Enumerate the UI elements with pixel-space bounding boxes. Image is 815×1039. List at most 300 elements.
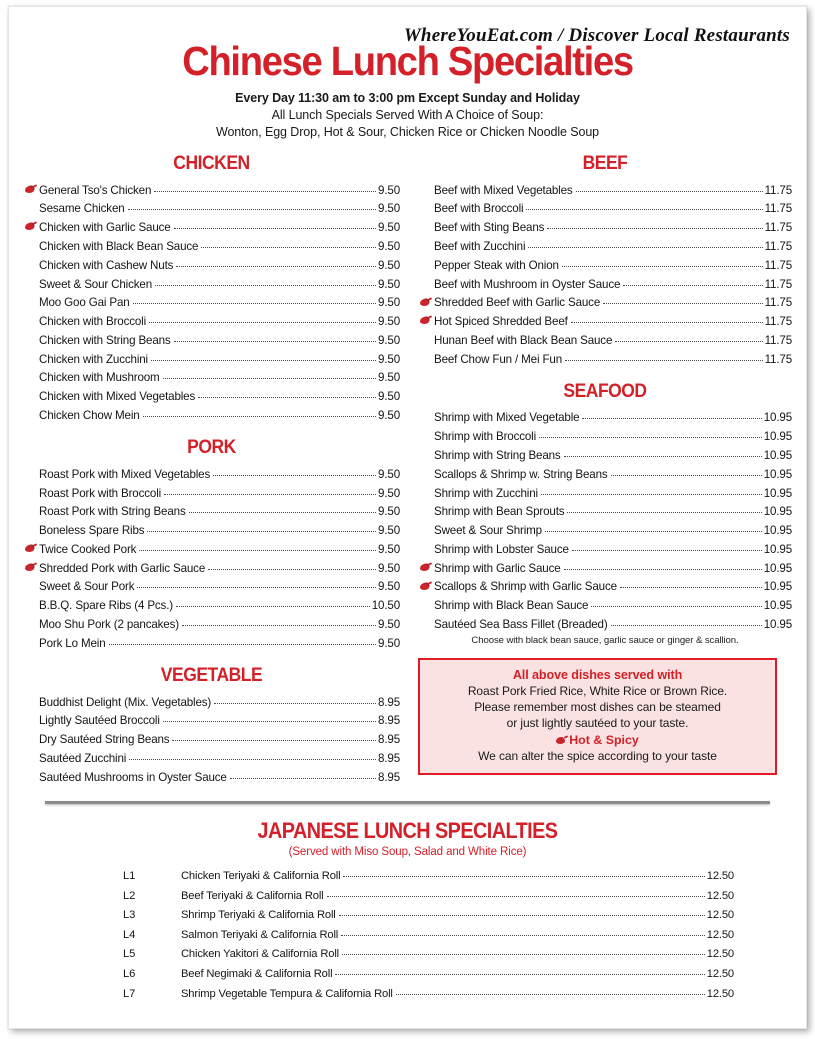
menu-item-row[interactable] xyxy=(418,578,792,597)
menu-item-price: 11.75 xyxy=(764,315,792,329)
leader-dots xyxy=(547,228,762,229)
japanese-item-code: L7 xyxy=(123,987,136,1000)
menu-item-name: Shrimp with String Beans xyxy=(434,448,561,462)
menu-item-price: 9.50 xyxy=(378,221,400,235)
menu-item-name: Chicken with Zucchini xyxy=(39,352,148,366)
notice-line-2: Please remember most dishes can be steamed xyxy=(474,700,721,715)
chili-pepper-glyph xyxy=(420,317,429,324)
section-heading-vegetable: VEGETABLE xyxy=(160,664,263,686)
spicy-slot-empty xyxy=(418,601,434,612)
menu-item-row[interactable] xyxy=(23,181,400,200)
spicy-slot-empty xyxy=(23,697,39,708)
spicy-slot-empty xyxy=(418,544,434,555)
menu-item-row[interactable] xyxy=(23,578,400,597)
section-heading-pork: PORK xyxy=(187,437,236,459)
menu-item-name: Shrimp with Broccoli xyxy=(434,430,537,444)
japanese-section xyxy=(23,818,792,1004)
menu-item-price: 10.50 xyxy=(371,599,400,613)
menu-item-name: Boneless Spare Ribs xyxy=(39,524,145,538)
menu-item-price: 9.50 xyxy=(378,580,400,594)
menu-item-price: 9.50 xyxy=(378,277,400,291)
menu-item-price: 8.95 xyxy=(378,695,400,709)
section-heading-seafood: SEAFOOD xyxy=(563,380,647,402)
menu-item-name: Beef with Mixed Vegetables xyxy=(434,183,573,197)
menu-item-row[interactable] xyxy=(418,484,792,503)
menu-item-name: Dry Sautéed String Beans xyxy=(39,733,170,747)
leader-dots xyxy=(147,531,376,532)
leader-dots xyxy=(109,644,377,645)
menu-item-row[interactable] xyxy=(23,615,400,634)
menu-item-row[interactable] xyxy=(23,331,400,350)
chili-pepper-glyph xyxy=(420,564,429,571)
japanese-item-code: L5 xyxy=(123,948,136,961)
leader-dots xyxy=(129,759,376,760)
menu-item-row[interactable] xyxy=(418,522,792,541)
menu-columns xyxy=(23,153,792,787)
japanese-item-price: 12.50 xyxy=(706,909,734,922)
leader-dots xyxy=(139,550,376,551)
leader-dots xyxy=(396,994,705,995)
right-column xyxy=(408,153,792,775)
menu-list-vegetable xyxy=(23,693,400,787)
spicy-slot-empty xyxy=(418,488,434,499)
spicy-slot-empty xyxy=(418,450,434,461)
spicy-slot-empty xyxy=(23,391,39,402)
menu-item-name: Moo Goo Gai Pan xyxy=(39,296,130,310)
menu-item-name: Beef Chow Fun / Mei Fun xyxy=(434,352,563,366)
leader-dots xyxy=(230,778,376,779)
leader-dots xyxy=(603,303,762,304)
japanese-item-row[interactable] xyxy=(123,886,734,906)
japanese-item-row[interactable] xyxy=(123,945,734,965)
spicy-slot-empty xyxy=(23,734,39,745)
chili-pepper-glyph xyxy=(25,545,34,552)
leader-dots xyxy=(137,587,376,588)
spicy-slot-empty xyxy=(23,772,39,783)
menu-item-price: 10.95 xyxy=(763,411,792,425)
japanese-item-row[interactable] xyxy=(123,984,734,1004)
menu-item-name: Chicken with Garlic Sauce xyxy=(39,221,171,235)
spicy-slot-empty xyxy=(23,335,39,346)
soup-choice-line: All Lunch Specials Served With A Choice of Soup: xyxy=(271,108,544,122)
watermark-text: WhereYouEat.com / Discover Local Restaurants xyxy=(403,25,790,46)
leader-dots xyxy=(198,397,376,398)
spicy-slot-empty xyxy=(23,619,39,630)
spicy-slot-empty xyxy=(23,373,39,384)
menu-item-row[interactable] xyxy=(23,312,400,331)
menu-item-price: 11.75 xyxy=(764,183,792,197)
leader-dots xyxy=(163,378,376,379)
spicy-slot-empty xyxy=(23,582,39,593)
japanese-item-code: L4 xyxy=(123,928,136,941)
menu-item-price: 11.75 xyxy=(764,202,792,216)
menu-item-price: 9.50 xyxy=(378,183,400,197)
hot-and-spicy-label: Hot & Spicy xyxy=(569,733,639,748)
menu-item-row[interactable] xyxy=(23,522,400,541)
japanese-item-name: Beef Negimaki & California Roll xyxy=(181,967,333,980)
menu-item-name: Twice Cooked Pork xyxy=(39,542,137,556)
chili-pepper-glyph xyxy=(25,186,34,193)
chili-pepper-icon xyxy=(23,185,39,196)
menu-item-name: Shredded Pork with Garlic Sauce xyxy=(39,561,206,575)
japanese-item-code: L1 xyxy=(123,870,136,883)
leader-dots xyxy=(582,418,761,419)
leader-dots xyxy=(214,703,376,704)
leader-dots xyxy=(174,341,376,342)
chili-pepper-glyph xyxy=(25,564,34,571)
page-title: Chinese Lunch Specialties xyxy=(182,38,633,84)
chili-pepper-icon xyxy=(556,737,565,744)
spicy-slot-empty xyxy=(418,279,434,290)
spicy-slot-empty xyxy=(23,298,39,309)
menu-item-price: 9.50 xyxy=(378,505,400,519)
leader-dots xyxy=(564,569,762,570)
notice-line-4: We can alter the spice according to your taste xyxy=(478,749,717,764)
menu-item-name: Shredded Beef with Garlic Sauce xyxy=(434,296,601,310)
menu-item-price: 9.50 xyxy=(378,202,400,216)
menu-item-name: Sesame Chicken xyxy=(39,202,125,216)
spicy-slot-empty xyxy=(23,507,39,518)
menu-item-price: 9.50 xyxy=(378,296,400,310)
menu-item-row[interactable] xyxy=(23,237,400,256)
menu-item-price: 10.95 xyxy=(763,580,792,594)
spicy-slot-empty xyxy=(418,222,434,233)
menu-item-price: 10.95 xyxy=(763,561,792,575)
spicy-slot-empty xyxy=(23,469,39,480)
menu-item-name: Pork Lo Mein xyxy=(39,636,106,650)
chili-pepper-glyph xyxy=(420,299,429,306)
menu-item-price: 11.75 xyxy=(764,221,792,235)
menu-item-row[interactable] xyxy=(23,597,400,616)
spicy-slot-empty xyxy=(418,335,434,346)
menu-item-name: Beef with Zucchini xyxy=(434,239,526,253)
menu-item-row[interactable] xyxy=(23,219,400,238)
japanese-item-price: 12.50 xyxy=(706,928,734,941)
leader-dots xyxy=(213,475,376,476)
spicy-slot-empty xyxy=(23,753,39,764)
japanese-item-price: 12.50 xyxy=(706,987,734,1000)
menu-item-row[interactable] xyxy=(23,693,400,712)
chili-pepper-icon xyxy=(418,563,434,574)
menu-item-name: Shrimp with Bean Sprouts xyxy=(434,505,565,519)
menu-item-row[interactable] xyxy=(23,388,400,407)
leader-dots xyxy=(155,285,376,286)
japanese-item-price: 12.50 xyxy=(706,889,734,902)
japanese-item-code: L2 xyxy=(123,889,136,902)
leader-dots xyxy=(572,550,762,551)
menu-item-price: 9.50 xyxy=(378,371,400,385)
menu-item-name: Chicken with String Beans xyxy=(39,333,171,347)
leader-dots xyxy=(565,360,763,361)
menu-item-price: 9.50 xyxy=(378,542,400,556)
spicy-slot-empty xyxy=(23,204,39,215)
spicy-slot-empty xyxy=(418,260,434,271)
menu-item-price: 9.50 xyxy=(378,618,400,631)
menu-item-price: 10.95 xyxy=(763,618,792,631)
leader-dots xyxy=(576,191,763,192)
japanese-item-name: Chicken Yakitori & California Roll xyxy=(181,948,340,961)
leader-dots xyxy=(172,740,376,741)
menu-item-row[interactable] xyxy=(418,275,792,294)
menu-item-row[interactable] xyxy=(23,465,400,484)
leader-dots xyxy=(623,285,762,286)
japanese-item-code: L6 xyxy=(123,967,136,980)
menu-item-row[interactable] xyxy=(23,503,400,522)
menu-item-name: Chicken with Broccoli xyxy=(39,315,147,329)
menu-item-price: 10.95 xyxy=(763,430,792,444)
seafood-note: Choose with black bean sauce, garlic sauce or ginger & scallion. xyxy=(471,635,739,647)
menu-item-name: Sweet & Sour Shrimp xyxy=(434,524,542,538)
menu-item-name: B.B.Q. Spare Ribs (4 Pcs.) xyxy=(39,599,173,613)
menu-item-price: 11.75 xyxy=(764,277,792,291)
menu-item-name: Sautéed Zucchini xyxy=(39,751,127,765)
spicy-slot-empty xyxy=(23,716,39,727)
menu-item-row[interactable] xyxy=(23,275,400,294)
page-sheet xyxy=(8,6,807,1029)
spicy-slot-empty xyxy=(23,354,39,365)
menu-item-name: Buddhist Delight (Mix. Vegetables) xyxy=(39,695,212,709)
japanese-item-price: 12.50 xyxy=(706,967,734,980)
leader-dots xyxy=(567,512,761,513)
menu-item-price: 9.50 xyxy=(378,467,400,481)
japanese-item-row[interactable] xyxy=(123,965,734,985)
menu-item-price: 9.50 xyxy=(378,315,400,329)
japanese-item-row[interactable] xyxy=(123,906,734,926)
menu-item-name: Beef with Mushroom in Oyster Sauce xyxy=(434,277,621,291)
menu-item-row[interactable] xyxy=(23,256,400,275)
spicy-slot-empty xyxy=(418,507,434,518)
spicy-slot-empty xyxy=(418,354,434,365)
menu-item-row[interactable] xyxy=(23,350,400,369)
japanese-item-name: Beef Teriyaki & California Roll xyxy=(181,889,324,902)
menu-item-row[interactable] xyxy=(23,406,400,425)
menu-item-price: 9.50 xyxy=(378,524,400,538)
leader-dots xyxy=(343,876,704,877)
menu-item-row[interactable] xyxy=(23,712,400,731)
leader-dots xyxy=(327,896,705,897)
japanese-item-name: Salmon Teriyaki & California Roll xyxy=(181,928,339,941)
menu-item-price: 8.95 xyxy=(378,770,400,784)
chili-pepper-icon xyxy=(23,563,39,574)
page-content xyxy=(9,7,806,1028)
menu-item-name: Shrimp with Lobster Sauce xyxy=(434,542,569,556)
japanese-item-name: Shrimp Vegetable Tempura & California Roll xyxy=(181,987,393,1000)
leader-dots xyxy=(182,625,376,626)
japanese-item-price: 12.50 xyxy=(706,948,734,961)
leader-dots xyxy=(562,266,763,267)
menu-item-row[interactable] xyxy=(418,446,792,465)
leader-dots xyxy=(611,475,762,476)
leader-dots xyxy=(611,625,762,626)
spicy-slot-empty xyxy=(418,185,434,196)
menu-item-name: Sautéed Mushrooms in Oyster Sauce xyxy=(39,770,227,784)
leader-dots xyxy=(541,494,762,495)
chili-pepper-glyph xyxy=(25,223,34,230)
leader-dots xyxy=(526,209,762,210)
menu-item-price: 10.95 xyxy=(763,486,792,500)
menu-item-row[interactable] xyxy=(418,256,792,275)
japanese-item-name: Chicken Teriyaki & California Roll xyxy=(181,870,341,883)
menu-item-price: 8.95 xyxy=(378,714,400,728)
menu-item-name: Beef with Broccoli xyxy=(434,202,524,216)
spicy-slot-empty xyxy=(23,260,39,271)
menu-item-row[interactable] xyxy=(23,559,400,578)
spicy-slot-empty xyxy=(23,525,39,536)
leader-dots xyxy=(128,209,376,210)
menu-item-price: 10.95 xyxy=(763,542,792,556)
leader-dots xyxy=(151,360,376,361)
menu-item-price: 9.50 xyxy=(378,561,400,575)
menu-item-row[interactable] xyxy=(23,731,400,750)
leader-dots xyxy=(341,935,705,936)
menu-item-name: Chicken with Black Bean Sauce xyxy=(39,239,199,253)
menu-item-row[interactable] xyxy=(418,615,792,634)
menu-item-price: 8.95 xyxy=(378,751,400,765)
leader-dots xyxy=(149,322,376,323)
menu-list-chicken xyxy=(23,181,400,425)
leader-dots xyxy=(164,494,376,495)
menu-item-row[interactable] xyxy=(418,540,792,559)
chili-pepper-glyph xyxy=(420,583,429,590)
chili-pepper-icon xyxy=(418,298,434,309)
menu-item-price: 11.75 xyxy=(764,333,792,347)
menu-item-name: Shrimp with Black Bean Sauce xyxy=(434,599,589,613)
menu-item-row[interactable] xyxy=(418,409,792,428)
leader-dots xyxy=(539,437,762,438)
menu-item-price: 9.50 xyxy=(378,408,400,422)
menu-item-name: Moo Shu Pork (2 pancakes) xyxy=(39,618,179,631)
menu-item-name: Lightly Sautéed Broccoli xyxy=(39,714,160,728)
spicy-slot-empty xyxy=(23,410,39,421)
notice-title: All above dishes served with xyxy=(512,668,683,683)
menu-item-price: 10.95 xyxy=(763,524,792,538)
hot-and-spicy-legend xyxy=(430,733,765,747)
menu-item-name: Chicken with Cashew Nuts xyxy=(39,258,174,272)
menu-item-price: 11.75 xyxy=(764,239,792,253)
menu-item-row[interactable] xyxy=(418,350,792,369)
menu-item-name: Beef with Sting Beans xyxy=(434,221,545,235)
spicy-slot-empty xyxy=(23,279,39,290)
hours-line: Every Day 11:30 am to 3:00 pm Except Sunday and Holiday xyxy=(235,91,580,105)
menu-item-row[interactable] xyxy=(23,294,400,313)
chili-pepper-icon xyxy=(23,222,39,233)
leader-dots xyxy=(174,228,376,229)
menu-item-name: Sweet & Sour Pork xyxy=(39,580,135,594)
leader-dots xyxy=(189,512,376,513)
chili-pepper-icon xyxy=(23,544,39,555)
menu-item-name: Hunan Beef with Black Bean Sauce xyxy=(434,333,613,347)
menu-item-row[interactable] xyxy=(23,768,400,787)
menu-item-row[interactable] xyxy=(23,749,400,768)
menu-item-row[interactable] xyxy=(418,294,792,313)
menu-item-row[interactable] xyxy=(23,634,400,653)
menu-item-row[interactable] xyxy=(418,219,792,238)
menu-item-name: General Tso's Chicken xyxy=(39,183,152,197)
menu-item-name: Shrimp with Zucchini xyxy=(434,486,538,500)
notice-box xyxy=(418,658,777,775)
leader-dots xyxy=(342,954,705,955)
menu-list-japanese xyxy=(23,867,792,1004)
menu-item-name: Roast Pork with Mixed Vegetables xyxy=(39,467,211,481)
menu-item-row[interactable] xyxy=(418,465,792,484)
spicy-slot-empty xyxy=(23,316,39,327)
menu-item-row[interactable] xyxy=(418,200,792,219)
leader-dots xyxy=(339,915,705,916)
menu-item-row[interactable] xyxy=(23,540,400,559)
leader-dots xyxy=(133,303,376,304)
leader-dots xyxy=(208,569,376,570)
menu-item-name: Roast Pork with String Beans xyxy=(39,505,186,519)
menu-item-name: Shrimp with Garlic Sauce xyxy=(434,561,561,575)
notice-line-3: or just lightly sautéed to your taste. xyxy=(506,716,689,731)
menu-item-name: Pepper Steak with Onion xyxy=(434,258,559,272)
section-heading-beef: BEEF xyxy=(582,153,628,174)
menu-item-price: 10.95 xyxy=(763,467,792,481)
menu-item-name: Shrimp with Mixed Vegetable xyxy=(434,411,580,425)
chili-pepper-icon xyxy=(418,582,434,593)
menu-item-price: 9.50 xyxy=(378,333,400,347)
menu-item-row[interactable] xyxy=(23,484,400,503)
menu-item-name: Chicken Chow Mein xyxy=(39,408,140,422)
spicy-slot-empty xyxy=(418,619,434,630)
menu-item-row[interactable] xyxy=(418,428,792,447)
japanese-heading: JAPANESE LUNCH SPECIALTIES xyxy=(257,817,558,843)
menu-item-row[interactable] xyxy=(418,597,792,616)
menu-item-price: 10.95 xyxy=(763,599,792,613)
menu-item-price: 11.75 xyxy=(764,352,792,366)
leader-dots xyxy=(545,531,762,532)
menu-item-row[interactable] xyxy=(23,200,400,219)
menu-item-row[interactable] xyxy=(23,369,400,388)
spicy-slot-empty xyxy=(23,241,39,252)
spicy-slot-empty xyxy=(418,431,434,442)
spicy-slot-empty xyxy=(418,204,434,215)
menu-item-row[interactable] xyxy=(418,237,792,256)
menu-item-price: 11.75 xyxy=(764,258,792,272)
menu-item-price: 9.50 xyxy=(378,486,400,500)
menu-item-row[interactable] xyxy=(418,181,792,200)
menu-item-name: Chicken with Mushroom xyxy=(39,371,160,385)
japanese-item-row[interactable] xyxy=(123,926,734,946)
menu-item-name: Sautéed Sea Bass Fillet (Breaded) xyxy=(434,618,608,631)
menu-item-row[interactable] xyxy=(418,312,792,331)
menu-item-row[interactable] xyxy=(418,559,792,578)
leader-dots xyxy=(620,587,762,588)
menu-item-price: 10.95 xyxy=(763,505,792,519)
leader-dots xyxy=(528,247,762,248)
japanese-item-row[interactable] xyxy=(123,867,734,887)
menu-item-price: 9.50 xyxy=(378,390,400,404)
menu-list-pork xyxy=(23,465,400,653)
menu-item-row[interactable] xyxy=(418,331,792,350)
leader-dots xyxy=(176,606,370,607)
japanese-item-name: Shrimp Teriyaki & California Roll xyxy=(181,909,336,922)
menu-item-name: Sweet & Sour Chicken xyxy=(39,277,152,291)
spicy-slot-empty xyxy=(418,469,434,480)
leader-dots xyxy=(615,341,762,342)
menu-item-price: 10.95 xyxy=(763,448,792,462)
notice-line-1: Roast Pork Fried Rice, White Rice or Brown Rice. xyxy=(467,684,728,699)
menu-item-row[interactable] xyxy=(418,503,792,522)
leader-dots xyxy=(176,266,376,267)
leader-dots xyxy=(591,606,761,607)
menu-list-seafood xyxy=(418,409,792,634)
menu-item-price: 9.50 xyxy=(378,258,400,272)
menu-item-price: 9.50 xyxy=(378,352,400,366)
soup-options-line: Wonton, Egg Drop, Hot & Sour, Chicken Rice or Chicken Noodle Soup xyxy=(215,125,600,139)
japanese-subheading: (Served with Miso Soup, Salad and White Rice) xyxy=(288,845,527,858)
menu-item-name: Roast Pork with Broccoli xyxy=(39,486,162,500)
